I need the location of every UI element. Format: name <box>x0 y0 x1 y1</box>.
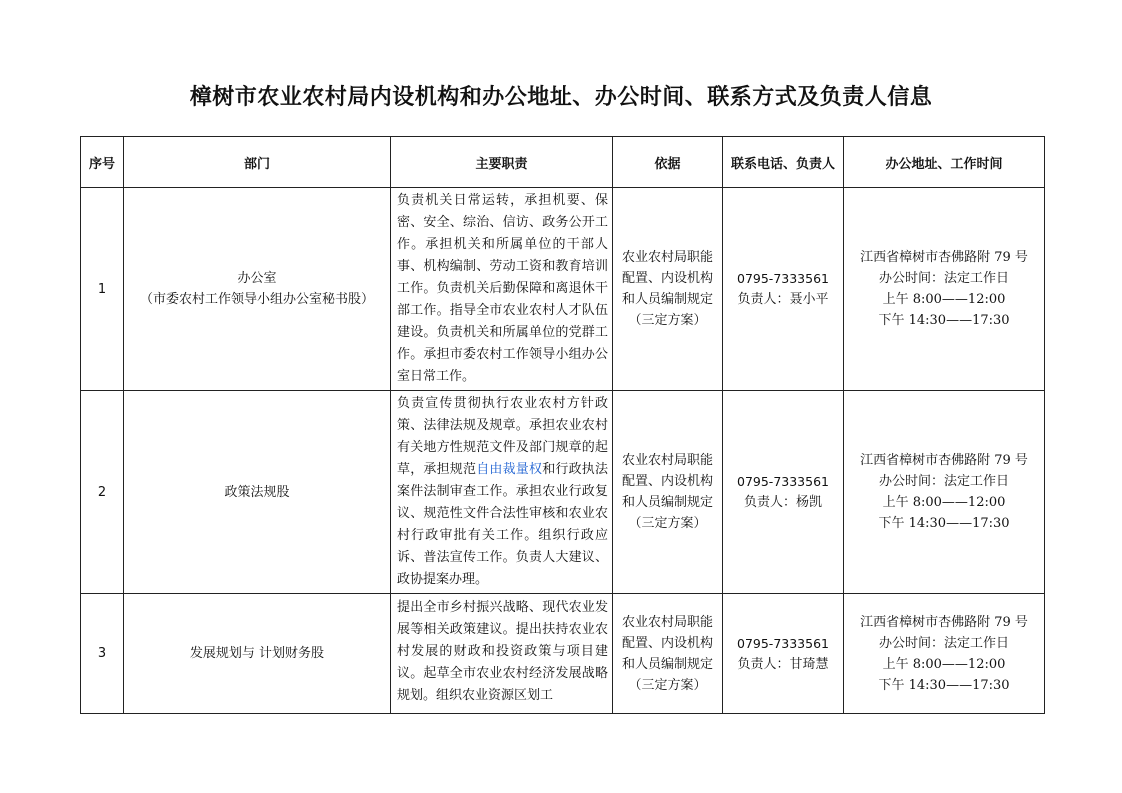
office-hours: 办公时间：法定工作日 <box>878 271 1009 286</box>
basis-line: 农业农村局职能 <box>621 453 713 468</box>
department-name: 办公室 <box>237 271 277 286</box>
row-department <box>124 188 391 391</box>
document-title: 樟树市农业农村局内设机构和办公地址、办公时间、联系方式及负责人信息 <box>189 84 933 110</box>
row-duties: 负责机关日常运转，承担机要、保密、安全、综治、信访、政务公开工作。承担机关和所属单位的干部人事、机构编制、劳动工资和教育培训工作。负责机关后勤保障和离退休干部工作。指导全市农业农村人才队伍建设。负责机关和所属单位的党群工作。承担市委农村工作领导小组办公室日常工作。 <box>391 188 613 391</box>
row-index: 3 <box>81 594 124 714</box>
department-name: 发展规划与 计划财务股 <box>189 646 325 661</box>
basis-line: 农业农村局职能 <box>621 614 713 630</box>
office-hours-pm: 下午 14:30——17:30 <box>878 313 1010 328</box>
basis-line: 农业农村局职能 <box>621 250 713 265</box>
basis-line: 配置、内设机构 <box>621 271 713 286</box>
basis-line: 和人员编制规定 <box>621 292 713 307</box>
row-index: 2 <box>81 391 124 594</box>
header-department: 部门 <box>124 137 391 188</box>
basis-line: （三定方案） <box>628 677 707 693</box>
row-duties <box>391 391 613 594</box>
info-table <box>80 136 1045 714</box>
table-header-row <box>81 137 1045 188</box>
basis-line: （三定方案） <box>628 516 707 531</box>
contact-leader: 负责人：杨凯 <box>743 495 822 510</box>
office-hours-am: 上午 8:00——12:00 <box>882 495 1006 510</box>
duties-text: 和行政执法案件法制审查工作。承担农业行政复议、规范性文件合法性审核和农业农村行政审批有关工作。组织行政应诉、普法宣传工作。负责人大建议、政协提案办理。 <box>397 462 608 587</box>
discretion-link[interactable]: 自由裁量权 <box>476 462 543 477</box>
row-contact <box>723 188 844 391</box>
contact-phone: 0795-7333561 <box>737 271 829 286</box>
row-index: 1 <box>81 188 124 391</box>
office-address: 江西省樟树市杏佛路附 79 号 <box>860 453 1028 468</box>
row-address <box>844 594 1045 714</box>
contact-phone: 0795-7333561 <box>737 474 829 489</box>
table-row <box>81 188 1045 391</box>
duties-text: 负责宣传贯彻执行农业农村方针政策、法律法规及规章。承担农业农村有关地方性规范文件及部门规章的起草，承担规范 <box>397 396 608 477</box>
row-contact <box>723 594 844 714</box>
row-basis <box>613 594 723 714</box>
office-hours: 办公时间：法定工作日 <box>878 635 1009 651</box>
row-department <box>124 594 391 714</box>
office-hours-am: 上午 8:00——12:00 <box>882 656 1006 672</box>
office-address: 江西省樟树市杏佛路附 79 号 <box>860 250 1028 265</box>
table-row <box>81 391 1045 594</box>
contact-leader: 负责人：甘琦慧 <box>737 656 829 672</box>
office-hours-am: 上午 8:00——12:00 <box>882 292 1006 307</box>
row-basis <box>613 188 723 391</box>
header-basis: 依据 <box>613 137 723 188</box>
header-address: 办公地址、工作时间 <box>844 137 1045 188</box>
row-department <box>124 391 391 594</box>
row-address <box>844 188 1045 391</box>
office-hours-pm: 下午 14:30——17:30 <box>878 516 1010 531</box>
row-contact <box>723 391 844 594</box>
department-name: 政策法规股 <box>224 484 290 500</box>
basis-line: 配置、内设机构 <box>621 474 713 489</box>
row-duties <box>391 594 613 714</box>
row-basis <box>613 391 723 594</box>
header-duties: 主要职责 <box>391 137 613 188</box>
contact-leader: 负责人：聂小平 <box>737 292 829 307</box>
office-address: 江西省樟树市杏佛路附 79 号 <box>860 614 1028 630</box>
department-subname: （市委农村工作领导小组办公室秘书股） <box>139 292 374 307</box>
header-contact: 联系电话、负责人 <box>723 137 844 188</box>
basis-line: 配置、内设机构 <box>621 635 713 651</box>
office-hours-pm: 下午 14:30——17:30 <box>878 677 1010 693</box>
basis-line: 和人员编制规定 <box>621 656 713 672</box>
basis-line: （三定方案） <box>628 313 707 328</box>
row-address <box>844 391 1045 594</box>
basis-line: 和人员编制规定 <box>621 495 713 510</box>
office-hours: 办公时间：法定工作日 <box>878 474 1009 489</box>
header-index: 序号 <box>81 137 124 188</box>
table-row <box>81 594 1045 714</box>
duties-text: 提出全市乡村振兴战略、现代农业发展等相关政策建议。提出扶持农业农村发展的财政和投资政策与项目建议。起草全市农业农村经济发展战略规划。组织农业资源区划工 <box>397 600 608 703</box>
contact-phone: 0795-7333561 <box>737 635 829 651</box>
